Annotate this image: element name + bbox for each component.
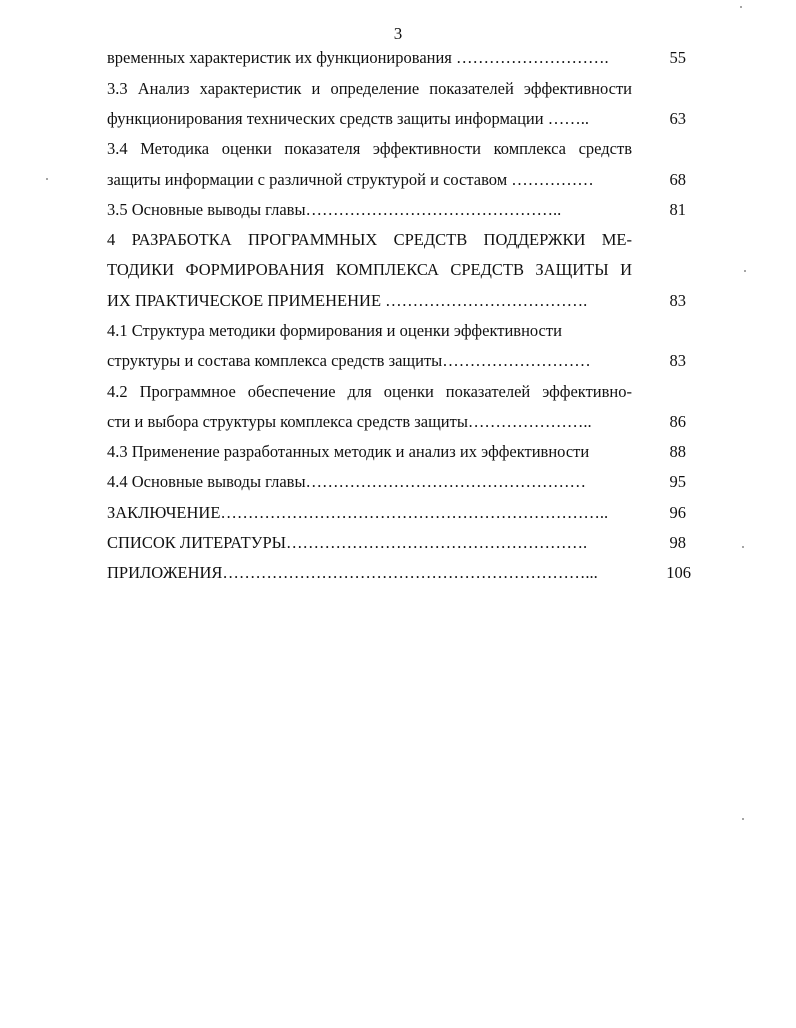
toc-line: 4.2 Программное обеспечение для оценки показателей эффективно-	[107, 382, 632, 401]
toc-page-number: 88	[669, 442, 686, 461]
toc-line: ИХ ПРАКТИЧЕСКОЕ ПРИМЕНЕНИЕ ……………………………….	[107, 291, 588, 310]
toc-line: структуры и состава комплекса средств защиты………………………	[107, 351, 591, 370]
toc-line: временных характеристик их функционирования ……………………….	[107, 48, 609, 67]
toc-page-number: 55	[669, 48, 686, 67]
toc-page-number: 83	[669, 351, 686, 370]
scan-speck	[744, 270, 746, 272]
toc-line: 4.1 Структура методики формирования и оценки эффективности	[107, 321, 562, 340]
scan-speck	[46, 178, 48, 180]
toc-line: 4.4 Основные выводы главы……………………………………………	[107, 472, 587, 491]
scan-speck	[742, 818, 744, 820]
toc-line: ТОДИКИ ФОРМИРОВАНИЯ КОМПЛЕКСА СРЕДСТВ ЗАЩИТЫ И	[107, 260, 632, 279]
toc-line: СПИСОК ЛИТЕРАТУРЫ……………………………………………….	[107, 533, 588, 552]
toc-page-number: 81	[669, 200, 686, 219]
toc-page-number: 96	[669, 503, 686, 522]
toc-page-number: 106	[666, 563, 691, 582]
toc-line: 4 РАЗРАБОТКА ПРОГРАММНЫХ СРЕДСТВ ПОДДЕРЖКИ МЕ-	[107, 230, 632, 249]
toc-page-number: 98	[669, 533, 686, 552]
toc-line: 3.5 Основные выводы главы………………………………………..	[107, 200, 562, 219]
toc-page-number: 68	[669, 170, 686, 189]
toc-line: ПРИЛОЖЕНИЯ…………………………………………………………...	[107, 563, 598, 582]
toc-page-number: 86	[669, 412, 686, 431]
toc-line: 4.3 Применение разработанных методик и анализ их эффективности	[107, 442, 590, 461]
scan-speck	[742, 546, 744, 548]
toc-line: функционирования технических средств защиты информации ……..	[107, 109, 589, 128]
toc-page-number: 95	[669, 472, 686, 491]
toc-line: защиты информации с различной структурой и составом ……………	[107, 170, 594, 189]
toc-line: сти и выбора структуры комплекса средств защиты…………………..	[107, 412, 592, 431]
page-number: 3	[393, 24, 403, 43]
toc-line: ЗАКЛЮЧЕНИЕ……………………………………………………………..	[107, 503, 609, 522]
toc-page-number: 63	[669, 109, 686, 128]
toc-page-number: 83	[669, 291, 686, 310]
toc-line: 3.4 Методика оценки показателя эффективности комплекса средств	[107, 139, 632, 158]
toc-line: 3.3 Анализ характеристик и определение показателей эффективности	[107, 79, 632, 98]
scan-speck	[740, 6, 742, 8]
